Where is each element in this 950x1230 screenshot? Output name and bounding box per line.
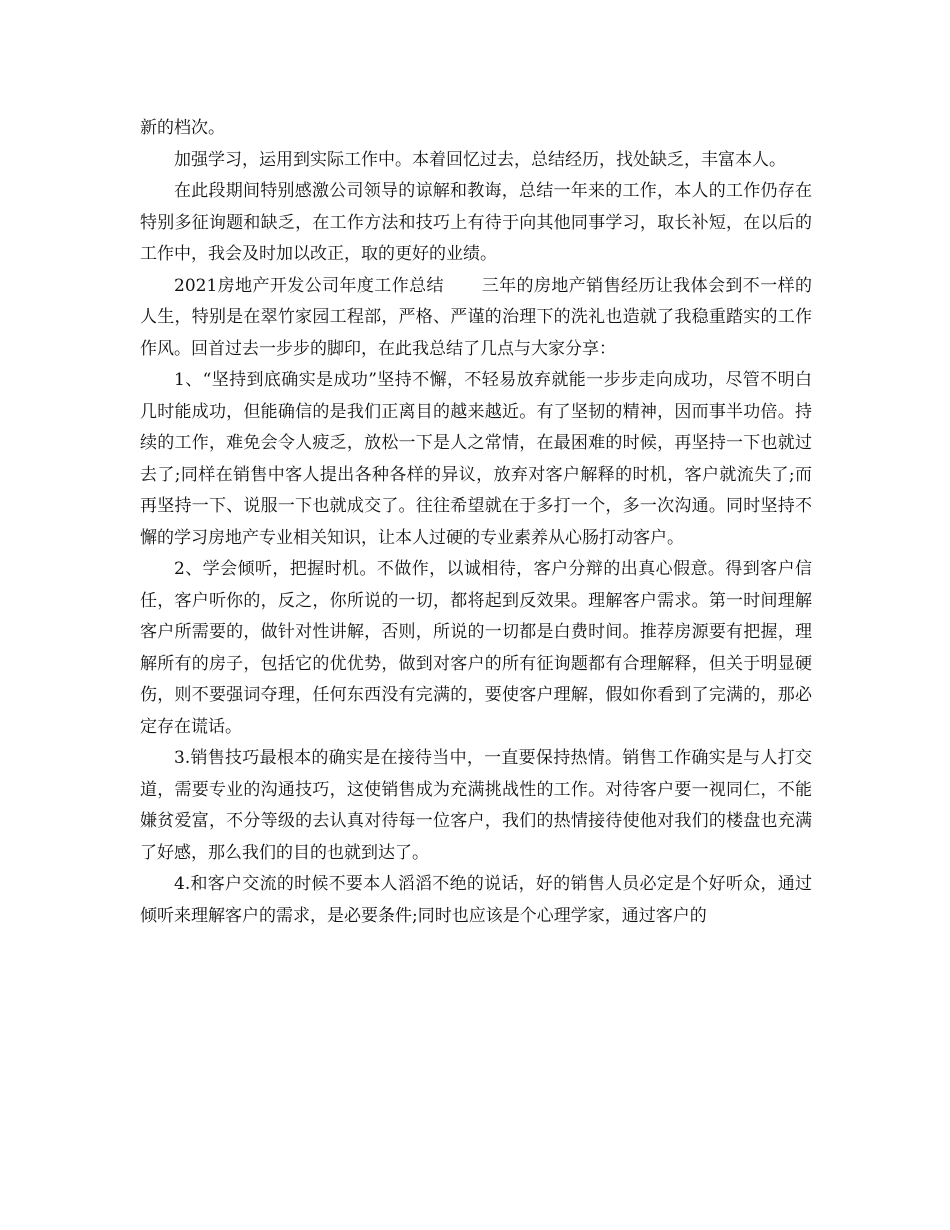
paragraph-7: 3.销售技巧最根本的确实是在接待当中，一直要保持热情。销售工作确实是与人打交道，需要专业的沟通技巧，这使销售成为充满挑战性的工作。对待客户要一视同仁，不能嫌贫爱富，不分等级的去认真对待每一位客户，我们的热情接待使他对我们的楼盘也充满了好感，那么我们的目的也就到达了。 bbox=[140, 748, 812, 863]
paragraph-6: 2、学会倾听，把握时机。不做作，以诚相待，客户分辩的出真心假意。得到客户信任，客户听你的，反之，你所说的一切，都将起到反效果。理解客户需求。第一时间理解客户所需要的，做针对性讲解，否则，所说的一切都是白费时间。推荐房源要有把握，理解所有的房子，包括它的优优势，做到对客户的所有征询题都有合理解释，但关于明显硬伤，则不要强词夺理，任何东西没有完满的，要使客户理解，假如你看到了完满的，那必定存在谎话。 bbox=[140, 559, 812, 737]
paragraph-1: 新的档次。 bbox=[140, 118, 225, 138]
paragraph-8: 4.和客户交流的时候不要本人滔滔不绝的说话，好的销售人员必定是个好听众，通过倾听来理解客户的需求，是必要条件;同时也应该是个心理学家，通过客户的 bbox=[140, 874, 812, 926]
paragraph-2: 加强学习，运用到实际工作中。本着回忆过去，总结经历，找处缺乏，丰富本人。 bbox=[174, 149, 786, 170]
paragraph-3: 在此段期间特别感激公司领导的谅解和教诲，总结一年来的工作，本人的工作仍存在特别多征询题和缺乏，在工作方法和技巧上有待于向其他同事学习，取长补短，在以后的工作中，我会及时加以改正，取的更好的业绩。 bbox=[140, 181, 812, 264]
section-title: 2021房地产开发公司年度工作总结 bbox=[174, 275, 444, 296]
paragraph-4 bbox=[140, 271, 812, 366]
paragraph-4-text: 三年的房地产销售经历让我体会到不一样的人生，特别是在翠竹家园工程部，严格、严谨的治理下的洗礼也造就了我稳重踏实的工作作风。回首过去一步步的脚印，在此我总结了几点与大家分享： bbox=[140, 275, 813, 359]
paragraph-5: 1、“坚持到底确实是成功”坚持不懈，不轻易放弃就能一步步走向成功，尽管不明白几时能成功，但能确信的是我们正离目的越来越近。有了坚韧的精神，因而事半功倍。持续的工作，难免会令人疲乏，放松一下是人之常情，在最困难的时候，再坚持一下也就过去了;同样在销售中客人提出各种各样的异议，放弃对客户解释的时机，客户就流失了;而再坚持一下、说服一下也就成交了。往往希望就在于多打一个，多一次沟通。同时坚持不懈的学习房地产专业相关知识，让本人过硬的专业素养从心肠打动客户。 bbox=[140, 370, 812, 548]
document-body bbox=[140, 113, 812, 932]
